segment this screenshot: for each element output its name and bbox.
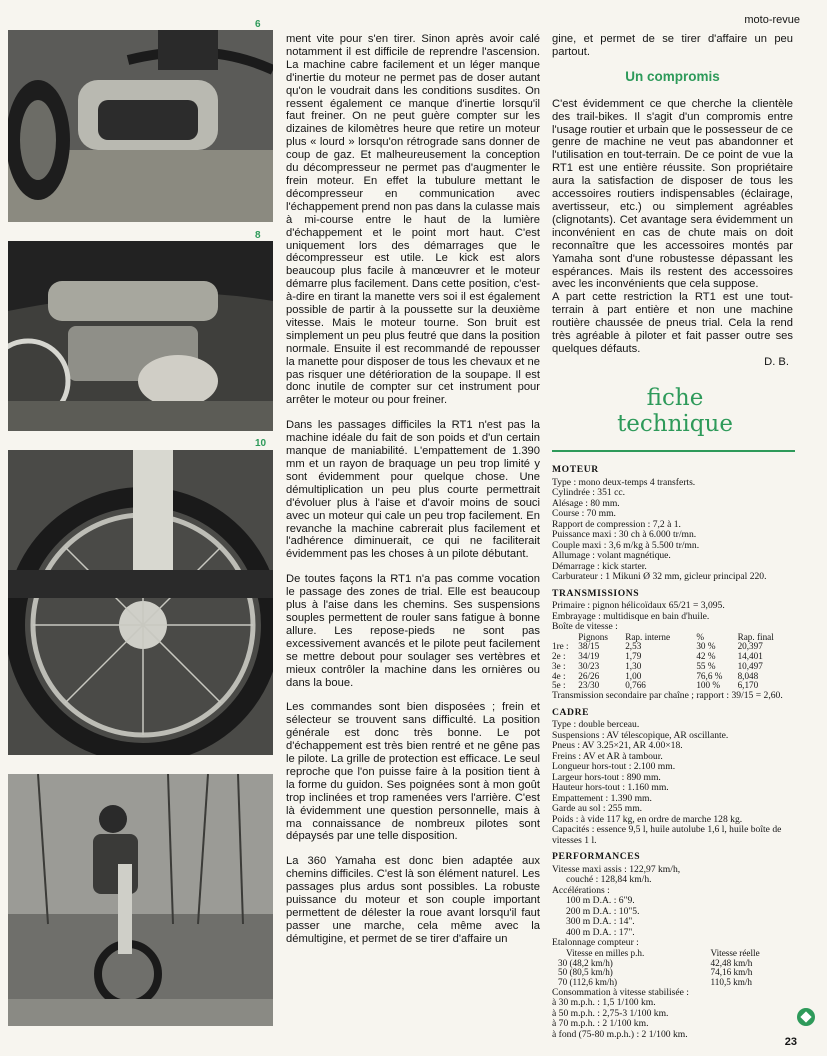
spec-line: Course : 70 mm.	[552, 508, 616, 519]
spec-line: à fond (75-80 m.p.h.) : 2 1/100 km.	[552, 1028, 688, 1040]
table-cell: 42,48 km/h	[710, 957, 753, 968]
spec-line: Rapport de compression : 7,2 à 1.	[552, 518, 681, 530]
gearbox-table	[552, 633, 795, 692]
table-cell: 30 %	[696, 641, 716, 652]
spec-line: Consommation à vitesse stabilisée :	[552, 986, 689, 998]
spec-line: Pneus : AV 3.25×21, AR 4.00×18.	[552, 740, 683, 752]
table-cell: 30 (48,2 km/h)	[558, 957, 613, 968]
photo-engine-side	[8, 241, 273, 431]
spec-heading: PERFORMANCES	[552, 851, 641, 863]
spec-line: Embrayage : multidisque en bain d'huile.	[552, 610, 710, 622]
divider	[552, 450, 795, 452]
table-cell: 4e :	[552, 670, 566, 681]
spec-line: Type : double berceau.	[552, 719, 640, 731]
photo-number: 6	[255, 19, 261, 30]
table-cell: 0,766	[625, 680, 646, 691]
fiche-line: technique	[617, 411, 733, 437]
spec-line: Boîte de vitesse :	[552, 621, 618, 632]
spec-line: Largeur hors-tout : 890 mm.	[552, 771, 661, 783]
table-cell: 10,497	[737, 660, 763, 671]
spec-line: 100 m D.A. : 6"9.	[566, 895, 635, 907]
spec-line: Hauteur hors-tout : 1.160 mm.	[552, 782, 669, 794]
article-right-column	[552, 33, 793, 369]
article-middle-column	[286, 33, 540, 958]
author-signature: D. B.	[764, 355, 789, 368]
spec-line: Empattement : 1.390 mm.	[552, 792, 652, 804]
page-number: 23	[784, 1036, 797, 1048]
magazine-name: moto-revue	[744, 14, 800, 26]
spec-line: Carburateur : 1 Mikuni Ø 32 mm, gicleur principal 220.	[552, 571, 767, 582]
spec-line: Vitesse maxi assis : 122,97 km/h,	[552, 863, 681, 875]
paragraph: A part cette restriction la RT1 est une tout-terrain à part entière et non une machine routière chaussée de pneus trial. Cela la rend très agréable à piloter et fait passer outre ses quelques défauts.	[552, 291, 793, 355]
table-cell: 30/23	[578, 660, 600, 671]
spec-line: Type : mono deux-temps 4 transferts.	[552, 476, 696, 488]
spec-line: Accélérations :	[552, 884, 610, 896]
table-cell: 2e :	[552, 651, 566, 662]
table-cell: 2,53	[625, 641, 642, 652]
table-cell: 23/30	[578, 680, 600, 691]
section-title: Un compromis	[625, 68, 720, 84]
spec-line: 400 m D.A. : 17".	[566, 926, 635, 938]
table-header: Vitesse en milles p.h.	[566, 947, 645, 958]
photo-engine-closeup	[8, 30, 273, 222]
fiche-technique-title	[595, 385, 755, 437]
paragraph: gine, et permet de se tirer d'affaire un peu partout.	[552, 33, 793, 58]
paragraph: Les commandes sont bien disposées ; frein et sélecteur se trouvent sans difficulté. La position générale est donc très bonne. Le pot d'échappement est très bien rentré et ne gêne pas le pilote. La grille de protection est efficace. Le seul reproche que l'on puisse faire à la position tient à la forme du guidon. Ses poignées sont à mon goût trop inclinées et trop ramenées vers l'arrière. C'est là évidemment une question personnelle, mais à ma connaissance de nombreux pilotes sont dépaysés par une telle disposition.	[286, 701, 540, 843]
paragraph: C'est évidemment ce que cherche la clientèle des trail-bikes. Il s'agit d'un compromis entre l'usage routier et urbain que le possesseur de ce genre de machine ne veut pas abandonner et l'utilisation en tout-terrain. De ce point de vue la RT1 est une entière réussite. Son propriétaire aura la satisfaction de disposer de tous les accessoires routiers indispensables (éclairage, avertisseur, etc.) ou simplement agréables (clignotants). Cet avantage sera évidemment un inconvénient en cas de chute mais on doit reconnaître que les accessoires montés par Yamaha sont d'une robustesse dépassant les espérances. Mais ils restent des accessoires avec les inconvénients que cela suppose.	[552, 97, 793, 291]
spec-line: à 70 m.p.h. : 2 1/100 km.	[552, 1018, 649, 1030]
spec-heading: TRANSMISSIONS	[552, 587, 640, 599]
table-cell: 1,30	[625, 660, 642, 671]
spec-line: Alésage : 80 mm.	[552, 497, 620, 509]
spec-line: Démarrage : kick starter.	[552, 560, 647, 572]
spec-line: à 30 m.p.h. : 1,5 1/100 km.	[552, 997, 656, 1009]
table-cell: 8,048	[737, 670, 759, 681]
table-cell: 1,00	[625, 670, 642, 681]
table-header: Rap. final	[737, 631, 774, 642]
spec-line: à 50 m.p.h. : 2,75-3 1/100 km.	[552, 1007, 669, 1019]
spec-line: Etalonnage compteur :	[552, 937, 639, 949]
table-cell: 6,170	[737, 680, 759, 691]
photo-rider	[8, 774, 273, 1026]
table-cell: 74,16 km/h	[710, 967, 753, 978]
spec-line: Longueur hors-tout : 2.100 mm.	[552, 761, 676, 773]
table-cell: 38/15	[578, 641, 600, 652]
spec-line: Suspensions : AV télescopique, AR oscillante.	[552, 729, 729, 741]
table-cell: 26/26	[578, 670, 600, 681]
table-cell: 55 %	[696, 660, 716, 671]
table-header: %	[696, 631, 704, 642]
table-cell: 70 (112,6 km/h)	[558, 977, 618, 988]
spec-line: Transmission secondaire par chaîne ; rapport : 39/15 = 2,60.	[552, 690, 783, 702]
spec-line: Primaire : pignon hélicoïdaux 65/21 = 3,095.	[552, 600, 725, 611]
table-cell: 14,401	[737, 651, 763, 662]
paragraph: ment vite pour s'en tirer. Sinon après avoir calé notamment il est difficile de reprendre l'ascension. La machine cabre facilement et un léger manque d'inertie du moteur ne permet pas de doser autant qu'on le voudrait dans les conditions susdites. On ressent également ce manque d'inertie lorsqu'il faut freiner. On ne peut guère compter sur les dizaines de kilomètres heure que retire un moteur plus « lourd » lorsqu'on rétrograde sans donner de coup de gaz. Et malheureusement la conception du décompresseur ne permet pas d'augmenter le frein moteur. En effet la tubulure mettant le décompresseur en communication avec l'échappement prend non pas dans la culasse mais à mi-course entre le haut de la lumière d'échappement et le point mort haut. C'est uniquement lors des démarrages que le décompresseur est utile. Le kick est alors beaucoup plus facile à manœuvrer et le moteur démarre plus facilement. Dans cette position, c'est-à-dire en tirant la manette vers soi il est également possible de partir à la poussette sur la deuxième vitesse. Mais le moteur tourne. Son bruit est simplement un peu plus feutré que dans la position normale. Ensuite il est recommandé de repousser la manette pour disposer de tous les chevaux et ne pas risquer une détérioration de la soupape. Il est donc inutile de compter sur cet instrument pour arrêter le moteur ou pour freiner.	[286, 33, 541, 407]
table-header: Pignons	[578, 631, 608, 642]
table-cell: 100 %	[696, 680, 721, 691]
spec-line: Capacités : essence 9,5 l, huile autolube 1,6 l, huile boîte de vitesses 1 l.	[552, 824, 782, 846]
spec-line: Puissance maxi : 30 ch à 6.000 tr/mn.	[552, 529, 697, 540]
spec-line: 200 m D.A. : 10"5.	[566, 905, 640, 917]
table-header: Vitesse réelle	[710, 947, 760, 958]
table-cell: 110,5 km/h	[710, 977, 753, 988]
spec-line: Couple maxi : 3,6 m/kg à 5.500 tr/mn.	[552, 539, 700, 551]
speedo-table	[552, 949, 795, 988]
paragraph: De toutes façons la RT1 n'a pas comme vocation le passage des zones de trial. Elle est beaucoup plus à l'aise dans les chemins. Ses suspensions souples permettent de rouler sans fatigue à bonne allure. Les repose-pieds ne sont pas excessivement avancés et le pilote peut facilement se mettre debout pour soulager ses vertèbres et mieux contrôler la machine dans les ornières ou dans la boue.	[286, 573, 540, 689]
spec-line: Garde au sol : 255 mm.	[552, 803, 643, 815]
table-cell: 20,397	[737, 641, 763, 652]
spec-line: Cylindrée : 351 cc.	[552, 487, 625, 498]
table-cell: 5e :	[552, 680, 566, 691]
photo-number: 10	[255, 438, 267, 449]
photo-front-wheel	[8, 450, 273, 755]
section-logo-icon	[797, 1008, 815, 1026]
table-cell: 50 (80,5 km/h)	[558, 967, 613, 978]
paragraph: Dans les passages difficiles la RT1 n'est pas la machine idéale du fait de son poids et d'un certain manque de maniabilité. L'empattement de 1.390 mm et un rayon de braquage un peu trop limité y sont évidemment pour quelque chose. Une démultiplication un peu plus courte permettrait d'évoluer plus à l'aise et d'avoir moins de souci avec un moteur qui cale un peu trop facilement. En revanche la machine cabrerait plus facilement et l'adhérence diminuerait, ce qui ne faciliterait évidemment pas les choses à un pilote débutant.	[286, 419, 540, 561]
spec-line: 300 m D.A. : 14".	[566, 916, 635, 928]
spec-line: Allumage : volant magnétique.	[552, 550, 671, 561]
table-cell: 76,6 %	[696, 670, 723, 681]
table-cell: 1,79	[625, 651, 642, 662]
table-header: Rap. interne	[625, 631, 671, 642]
spec-line: Freins : AV et AR à tambour.	[552, 750, 663, 762]
table-cell: 1re :	[552, 641, 569, 652]
table-cell: 34/19	[578, 651, 600, 662]
spec-line: couché : 128,84 km/h.	[566, 874, 652, 886]
spec-sheet	[552, 459, 795, 1040]
table-cell: 42 %	[696, 651, 716, 662]
photo-number: 8	[255, 230, 261, 241]
fiche-line: fiche	[646, 385, 704, 411]
spec-heading: MOTEUR	[552, 464, 599, 475]
table-cell: 3e :	[552, 660, 566, 671]
spec-heading: CADRE	[552, 706, 590, 718]
paragraph: La 360 Yamaha est donc bien adaptée aux chemins difficiles. C'est là son élément naturel. Les passages plus ardus sont possibles. La robuste puissance du moteur et son couple important permettent de délester la roue avant lorsqu'il faut passer une marche, cela même avec la démultigine, et permet de se tirer d'affaire un	[286, 855, 540, 945]
spec-line: Poids : à vide 117 kg, en ordre de marche 128 kg.	[552, 813, 743, 825]
